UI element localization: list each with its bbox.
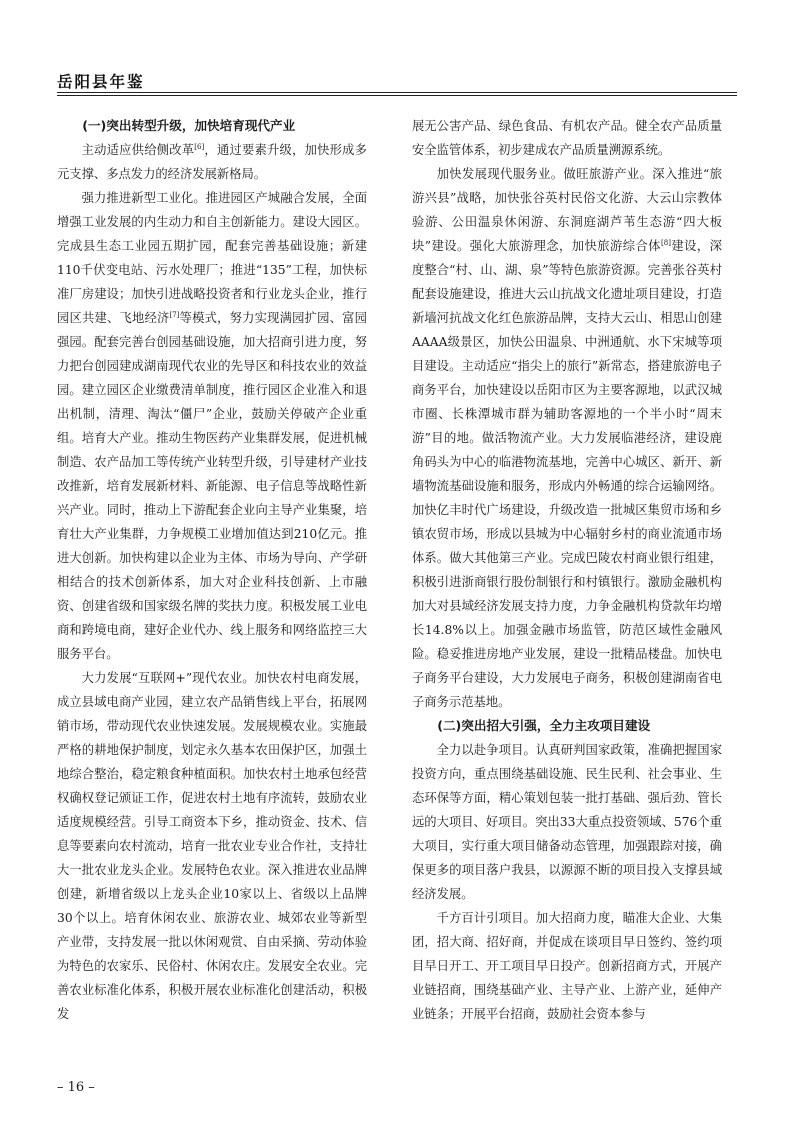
paragraph: 强力推进新型工业化。推进园区产城融合发展，全面增强工业发展的内生动力和自主创新能力。建设大园区。完成县生态工业园五期扩园，配套完善基础设施；新建110千伏变电站、污水处理厂；推进“135”工程，加快标准厂房建设；加快引进战略投资者和行业龙头企业，推行园区共建、飞地经济[7]等模式，努力实现满园扩园、富园强园。配套完善台创园基础设施，加大招商引进力度，努力把台创园建成湖南现代农业的先导区和科技农业的效益园。建立园区企业缴费清单制度，推行园区企业准入和退出机制，清理、淘汰“僵尸”企业，鼓励关停破产企业重组。培育大产业。推动生物医药产业集群发展，促进机械制造、农产品加工等传统产业转型升级，引导建材产业技改推新，培育发展新材料、新能源、电子信息等战略性新兴产业。同时，推动上下游配套企业向主导产业集聚，培育壮大产业集群，力争规模工业增加值达到210亿元。推进大创新。加快构建以企业为主体、市场为导向、产学研相结合的技术创新体系，加大对企业科技创新、上市融资、创建省级和国家级名牌的奖扶力度。积极发展工业电商和跨境电商，建好企业代办、线上服务和网络监控三大服务平台。: [57, 191, 367, 661]
right-column: [412, 114, 722, 1026]
left-column: [57, 114, 367, 1026]
paragraph: 千方百计引项目。加大招商力度，瞄准大企业、大集团，招大商、招好商，并促成在谈项目早日签约、签约项目早日开工、开工项目早日投产。创新招商方式，开展产业链招商，围绕基础产业、主导产业、上游产业，延伸产业链条；开展平台招商，鼓励社会资本参与: [412, 911, 722, 1021]
footnote-ref: [8]: [661, 238, 671, 247]
paragraph-continued: 展无公害产品、绿色食品、有机农产品。健全农产品质量安全监管体系，初步建成农产品质量溯源系统。: [412, 119, 722, 157]
running-head-title: 岳阳县年鉴: [57, 73, 145, 91]
paragraph: 全力以赴争项目。认真研判国家政策，准确把握国家投资方向，重点围绕基础设施、民生民利、社会事业、生态环保等方面，精心策划包装一批打基础、强后劲、管长远的大项目、好项目。突出33大重点投资领域、576个重大项目，实行重大项目储备动态管理，加强跟踪对接，确保更多的项目落户我县，以源源不断的项目投入支撑县域经济发展。: [412, 743, 722, 901]
section-heading-1: (一)突出转型升级，加快培育现代产业: [82, 118, 296, 133]
paragraph: 大力发展“互联网+”现代农业。加快农村电商发展，成立县域电商产业园，建立农产品销售线上平台，拓展网销市场，带动现代农业快速发展。发展规模农业。实施最严格的耕地保护制度，划定永久基本农田保护区，加强土地综合整治，稳定粮食种植面积。加快农村土地承包经营权确权登记颁证工作，促进农村土地有序流转，鼓励农业适度规模经营。引导工商资本下乡，推动资金、技术、信息等要素向农村流动，培育一批农业专业合作社，支持壮大一批农业龙头企业。发展特色农业。深入推进农业品牌创建，新增省级以上龙头企业10家以上、省级以上品牌30个以上。培育休闲农业、旅游农业、城郊农业等新型产业带，支持发展一批以休闲观赏、自由采摘、劳动体验为特色的农家乐、民俗村、休闲农庄。发展安全农业。完善农业标准化体系，积极开展农业标准化创建活动，积极发: [57, 671, 367, 1021]
paragraph: 加快发展现代服务业。做旺旅游产业。深入推进“旅游兴县”战略，加快张谷英村民俗文化游、大云山宗教体验游、公田温泉休闲游、东洞庭湖芦苇生态游“四大板块”建设。强化大旅游理念，加快旅游综合体[8]建设，深度整合“村、山、湖、泉”等特色旅游资源。完善张谷英村配套设施建设，推进大云山抗战文化遗址项目建设，打造新墙河抗战文化红色旅游品牌，支持大云山、相思山创建AAAA级景区，加快公田温泉、中洲通航、水下宋城等项目建设。主动适应“指尖上的旅行”新常态，搭建旅游电子商务平台，加快建设以岳阳市区为主要客源地，以武汉城市圈、长株潭城市群为辅助客源地的一个半小时“周末游”目的地。做活物流产业。大力发展临港经济，建设鹿角码头为中心的临港物流基地，完善中心城区、新开、新墙物流基础设施和服务，形成内外畅通的综合运输网络。加快亿丰时代广场建设，升级改造一批城区集贸市场和乡镇农贸市场，形成以县城为中心辐射乡村的商业流通市场体系。做大其他第三产业。完成巴陵农村商业银行组建，积极引进浙商银行股份制银行和村镇银行。激励金融机构加大对县域经济发展支持力度，力争金融机构贷款年均增长14.8%以上。加强金融市场监管，防范区域性金融风险。稳妥推进房地产业发展，建设一批精品楼盘。加快电子商务平台建设，大力发展电子商务，积极创建湖南省电子商务示范基地。: [412, 167, 722, 709]
paragraph: 主动适应供给侧改革[6]，通过要素升级，加快形成多元支撑、多点发力的经济发展新格局。: [57, 142, 367, 181]
page-number: – 16 –: [57, 1080, 95, 1095]
section-heading-2: (二)突出招大引强，全力主攻项目建设: [437, 718, 651, 733]
header-rule-bottom: [57, 95, 737, 96]
footnote-ref: [7]: [169, 310, 180, 319]
footnote-ref: [6]: [194, 142, 205, 151]
header-rule-top: [57, 92, 737, 93]
